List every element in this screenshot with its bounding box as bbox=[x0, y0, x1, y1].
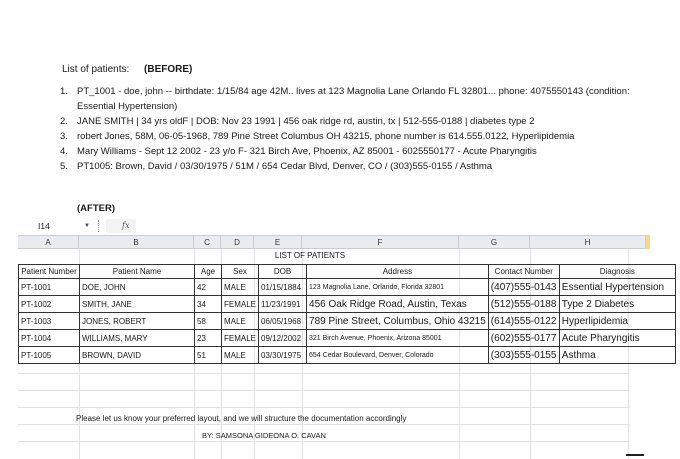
cell-diagnosis[interactable]: Asthma bbox=[559, 347, 675, 364]
column-header-i[interactable] bbox=[646, 236, 650, 249]
cell-diagnosis[interactable]: Essential Hypertension bbox=[559, 279, 675, 296]
name-box[interactable]: I14 bbox=[38, 221, 50, 231]
list-item bbox=[60, 144, 660, 159]
cell-age[interactable]: 42 bbox=[195, 279, 222, 296]
list-item-number: 5. bbox=[60, 161, 68, 172]
function-icon[interactable]: fx bbox=[106, 219, 136, 233]
list-item bbox=[60, 159, 660, 174]
list-item-text: PT_1001 - doe, john -- birthdate: 1/15/84 age 42M.. lives at 123 Magnolia Lane Orlando FL 32801... phone: 4075550143 (condition: Essential Hypertension) bbox=[77, 86, 630, 112]
cell-diagnosis[interactable]: Acute Pharyngitis bbox=[559, 330, 675, 347]
footer-note: Please let us know your preferred layout, and we will structure the documentation accordingly bbox=[76, 414, 407, 423]
cell-age[interactable]: 51 bbox=[195, 347, 222, 364]
cell-dob[interactable]: 06/05/1968 bbox=[259, 313, 307, 330]
cell-sex[interactable]: MALE bbox=[222, 313, 259, 330]
before-heading bbox=[62, 64, 192, 75]
column-header-h[interactable]: H bbox=[530, 236, 646, 249]
cell-patient-number[interactable]: PT-1002 bbox=[19, 296, 80, 313]
column-header-f[interactable]: F bbox=[302, 236, 459, 249]
column-header-d[interactable]: D bbox=[221, 236, 254, 249]
cell-age[interactable]: 58 bbox=[195, 313, 222, 330]
cell-contact-number[interactable]: (512)555-0188 bbox=[488, 296, 559, 313]
cell-patient-name[interactable]: WILLIAMS, MARY bbox=[80, 330, 195, 347]
before-title: List of patients: bbox=[62, 64, 130, 75]
header-address[interactable]: Address bbox=[307, 265, 489, 279]
cell-contact-number[interactable]: (303)555-0155 bbox=[488, 347, 559, 364]
cell-patient-number[interactable]: PT-1003 bbox=[19, 313, 80, 330]
cell-patient-name[interactable]: JONES, ROBERT bbox=[80, 313, 195, 330]
cell-patient-number[interactable]: PT-1004 bbox=[19, 330, 80, 347]
cell-dob[interactable]: 01/15/1884 bbox=[259, 279, 307, 296]
column-header-c[interactable]: C bbox=[194, 236, 221, 249]
cell-age[interactable]: 23 bbox=[195, 330, 222, 347]
column-header-b[interactable]: B bbox=[79, 236, 194, 249]
after-tag: (AFTER) bbox=[77, 203, 115, 214]
cell-sex[interactable]: MALE bbox=[222, 347, 259, 364]
list-item-text: Mary Williams - Sept 12 2002 - 23 y/o F- 321 Birch Ave, Phoenix, AZ 85001 - 6025550177 - Acute Pharyngitis bbox=[77, 146, 537, 157]
cell-address[interactable]: 123 Magnolia Lane, Orlando, Florida 32801 bbox=[307, 279, 489, 296]
cell-sex[interactable]: MALE bbox=[222, 279, 259, 296]
chevron-down-icon[interactable]: ▼ bbox=[84, 223, 90, 229]
list-item-number: 1. bbox=[60, 86, 68, 97]
cell-patient-number[interactable]: PT-1001 bbox=[19, 279, 80, 296]
list-item-number: 3. bbox=[60, 131, 68, 142]
cell-address[interactable]: 321 Birch Avenue, Phoenix, Arizona 85001 bbox=[307, 330, 489, 347]
table-row bbox=[19, 296, 676, 313]
table-row bbox=[19, 347, 676, 364]
list-item bbox=[60, 84, 660, 114]
list-item-number: 2. bbox=[60, 116, 68, 127]
cell-address[interactable]: 654 Cedar Boulevard, Denver, Colorado bbox=[307, 347, 489, 364]
table-row bbox=[19, 279, 676, 296]
cell-contact-number[interactable]: (614)555-0122 bbox=[488, 313, 559, 330]
cell-dob[interactable]: 03/30/1975 bbox=[259, 347, 307, 364]
header-diagnosis[interactable]: Diagnosis bbox=[559, 265, 675, 279]
column-header-bar bbox=[18, 235, 650, 249]
list-item bbox=[60, 129, 660, 144]
list-item-number: 4. bbox=[60, 146, 68, 157]
column-header-g[interactable]: G bbox=[459, 236, 530, 249]
cell-dob[interactable]: 11/23/1991 bbox=[259, 296, 307, 313]
patients-table bbox=[18, 264, 676, 364]
list-item-text: PT1005: Brown, David / 03/30/1975 / 51M / 654 Cedar Blvd, Denver, CO / (303)555-0155 / Asthma bbox=[77, 161, 493, 172]
list-item bbox=[60, 114, 660, 129]
cell-sex[interactable]: FEMALE bbox=[222, 296, 259, 313]
cell-age[interactable]: 34 bbox=[195, 296, 222, 313]
list-item-text: JANE SMITH | 34 yrs oldF | DOB: Nov 23 1991 | 456 oak ridge rd, austin, tx | 512-555-0188 | diabetes type 2 bbox=[77, 116, 535, 127]
corner-mark bbox=[626, 454, 644, 459]
cell-patient-number[interactable]: PT-1005 bbox=[19, 347, 80, 364]
header-patient-number[interactable]: Patient Number bbox=[19, 265, 80, 279]
cell-patient-name[interactable]: SMITH, JANE bbox=[80, 296, 195, 313]
before-tag: (BEFORE) bbox=[144, 64, 193, 75]
cell-contact-number[interactable]: (407)555-0143 bbox=[488, 279, 559, 296]
table-row bbox=[19, 330, 676, 347]
header-age[interactable]: Age bbox=[195, 265, 222, 279]
cell-patient-name[interactable]: BROWN, DAVID bbox=[80, 347, 195, 364]
header-patient-name[interactable]: Patient Name bbox=[80, 265, 195, 279]
table-header-row bbox=[19, 265, 676, 279]
cell-address[interactable]: 789 Pine Street, Columbus, Ohio 43215 bbox=[307, 313, 489, 330]
header-sex[interactable]: Sex bbox=[222, 265, 259, 279]
cell-dob[interactable]: 09/12/2002 bbox=[259, 330, 307, 347]
sheet-title: LIST OF PATIENTS bbox=[274, 251, 346, 260]
header-contact-number[interactable]: Contact Number bbox=[488, 265, 559, 279]
cell-sex[interactable]: FEMALE bbox=[222, 330, 259, 347]
cell-patient-name[interactable]: DOE, JOHN bbox=[80, 279, 195, 296]
header-dob[interactable]: DOB bbox=[259, 265, 307, 279]
cell-address[interactable]: 456 Oak Ridge Road, Austin, Texas bbox=[307, 296, 489, 313]
list-item-text: robert Jones, 58M, 06-05-1968, 789 Pine Street Columbus OH 43215, phone number is 614.555.0122, Hyperlipidemia bbox=[77, 131, 575, 142]
cell-contact-number[interactable]: (602)555-0177 bbox=[488, 330, 559, 347]
formula-separator bbox=[98, 220, 100, 232]
cell-diagnosis[interactable]: Type 2 Diabetes bbox=[559, 296, 675, 313]
column-header-e[interactable]: E bbox=[254, 236, 302, 249]
before-list bbox=[60, 84, 660, 174]
cell-diagnosis[interactable]: Hyperlipidemia bbox=[559, 313, 675, 330]
column-header-a[interactable]: A bbox=[18, 236, 79, 249]
table-row bbox=[19, 313, 676, 330]
footer-byline: BY: SAMSONA GIDEONA O. CAVAN bbox=[202, 431, 326, 440]
